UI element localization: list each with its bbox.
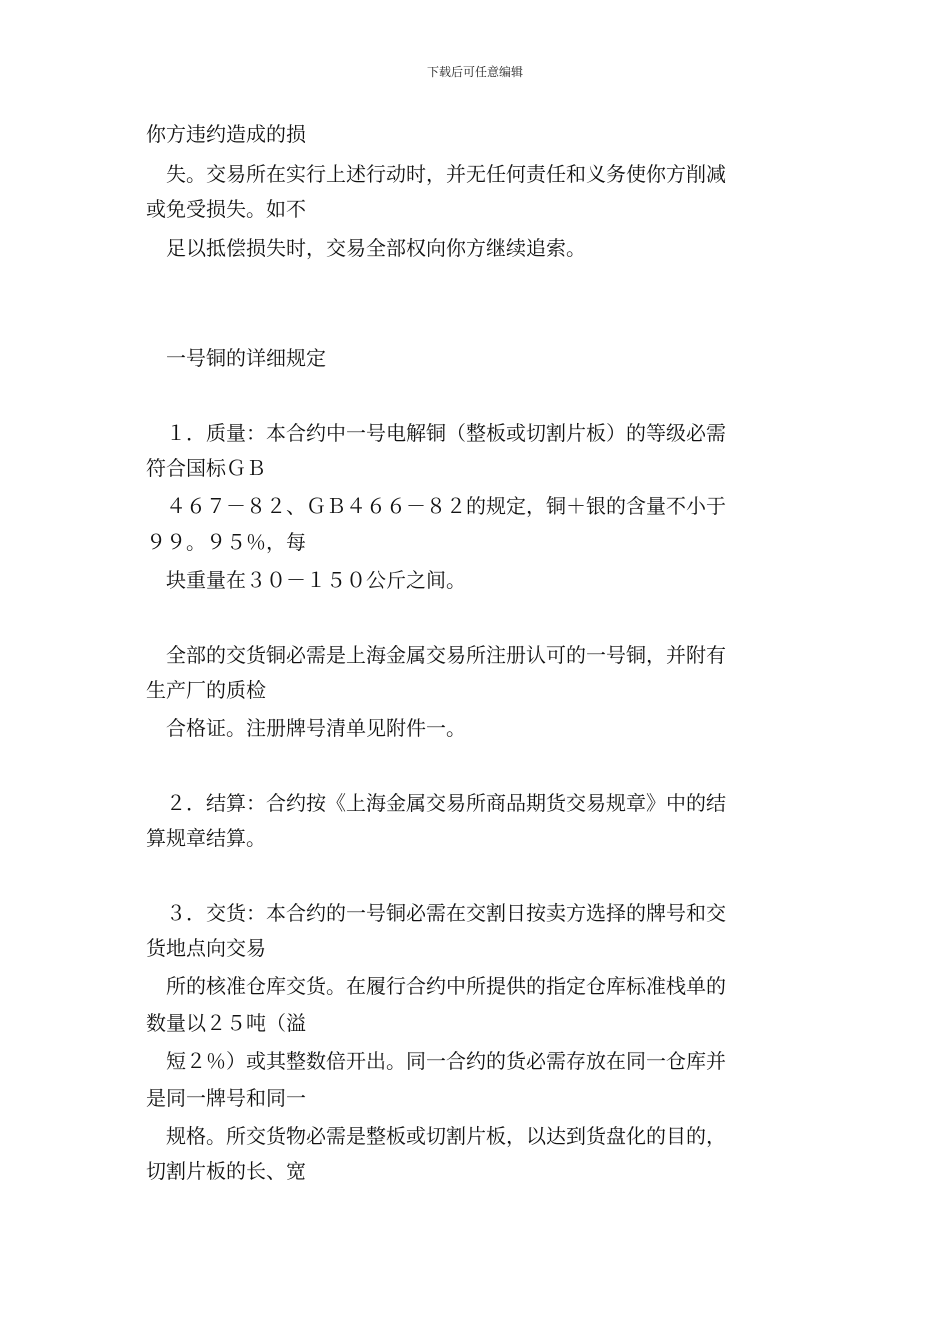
text-line: 合格证。注册牌号清单见附件一。 [146,716,466,740]
text-line: 你方违约造成的损 [146,122,306,146]
text-line: ２．结算：合约按《上海金属交易所商品期货交易规章》中的结 [146,791,726,815]
section-heading: 一号铜的详细规定 [146,346,326,370]
text-line: 短２％）或其整数倍开出。同一合约的货必需存放在同一仓库并 [146,1049,726,1073]
text-line: 符合国标ＧＢ [146,456,266,480]
text-line: １．质量：本合约中一号电解铜（整板或切割片板）的等级必需 [146,421,726,445]
text-line: 生产厂的质检 [146,678,266,702]
text-line: 失。交易所在实行上述行动时，并无任何责任和义务使你方削减 [146,162,726,186]
text-line: 货地点向交易 [146,936,266,960]
text-line: 块重量在３０－１５０公斤之间。 [146,568,466,592]
text-line: 全部的交货铜必需是上海金属交易所注册认可的一号铜，并附有 [146,643,726,667]
text-line: ９９。９５％，每 [146,530,306,554]
text-line: ３．交货：本合约的一号铜必需在交割日按卖方选择的牌号和交 [146,901,726,925]
text-line: 算规章结算。 [146,826,266,850]
text-line: 所的核准仓库交货。在履行合约中所提供的指定仓库标准栈单的 [146,974,726,998]
text-line: 或免受损失。如不 [146,197,306,221]
text-line: ４６７－８２、ＧＢ４６６－８２的规定，铜＋银的含量不小于 [146,494,726,518]
text-line: 规格。所交货物必需是整板或切割片板，以达到货盘化的目的， [146,1124,726,1148]
text-line: 数量以２５吨（溢 [146,1011,306,1035]
text-line: 切割片板的长、宽 [146,1159,306,1183]
text-line: 是同一牌号和同一 [146,1086,306,1110]
text-line: 足以抵偿损失时，交易全部权向你方继续追索。 [146,236,586,260]
page-header: 下载后可任意编辑 [426,65,523,79]
